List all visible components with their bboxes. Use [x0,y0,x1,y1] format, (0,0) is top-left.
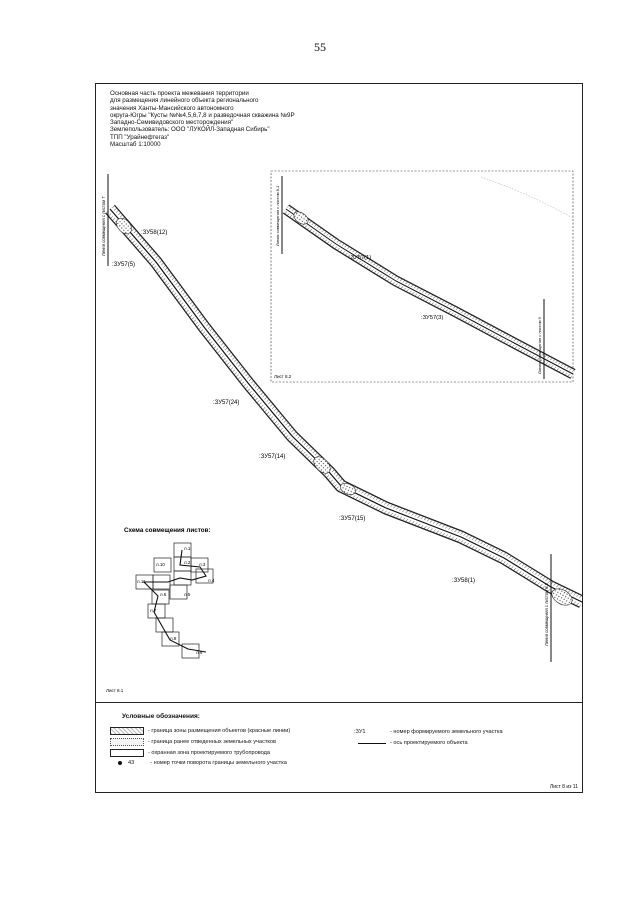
legend-item-previous-parcels [110,738,276,746]
scheme-sheet-label: л.2 [184,560,191,565]
scheme-sheet-label: л.4 [208,578,215,583]
parcel-label: :ЗУ58(1) [452,578,476,584]
scheme-sheet-label: л.1 [184,546,191,551]
parcel-label: :ЗУ57(3) [421,315,444,321]
scheme-sheet-label: л.6 [160,592,167,597]
scheme-sheet-label: л.9 [196,650,203,655]
map-canvas [96,84,582,702]
legend-item-turn-point [110,760,287,766]
parcel-label: :ЗУ57(14) [259,454,286,460]
map-sheet [95,83,583,793]
scheme-title: Схема совмещения листов: [124,527,211,534]
protection-zone-swatch [110,749,144,757]
parcel-label: :ЗУ57(1) [349,255,372,261]
legend-item-axis [354,740,468,746]
main-sheet-label: Лист 8.1 [106,688,124,693]
scheme-sheet-label: л.5 [184,592,191,597]
legend-item-red-lines [110,727,290,735]
scheme-sheet-label: л.7 [150,608,157,613]
inset-map [271,171,573,382]
title-line: ТПП "Урайнефтегаз" [110,133,170,141]
match-line-right-label: Линия совмещения с листом 8.2 [544,582,549,646]
title-line: для размещения линейного объекта регионального [110,97,259,105]
title-line: Западно-Семивидовского месторождения" [110,119,234,127]
title-line: округа-Югры "Кусты №№4,5,6,7,8 и разведочная скважина №9Р [110,111,295,119]
legend-text: - номер формируемого земельного участка [390,729,503,735]
legend-item-parcel-number [354,729,503,735]
turn-point-dot [118,761,122,765]
title-line: Основная часть проекта межевания территории [110,90,249,97]
legend-title: Условные обозначения: [122,713,200,720]
legend-text: - граница зоны размещения объектов (красные линии) [148,728,291,734]
page-number: 55 [314,40,326,54]
inset-sheet-label: Лист 8.2 [274,374,292,379]
scheme-sheet-label: л.3 [199,562,206,567]
axis-swatch [358,743,386,744]
legend-text: - граница ранее отведенных земельных участков [148,739,277,745]
title-line: значения Ханты-Мансийского автономного [110,104,234,112]
previous-parcels-swatch [110,738,144,746]
sheet-reference: Лист 8 из 11 [549,784,578,790]
legend-text: - охранная зона проектируемого трубопровода [148,750,271,756]
title-line: Масштаб 1:10000 [110,141,161,149]
scheme-sheet-label: л.10 [156,562,165,567]
legend-item-protection-zone [110,749,270,757]
match-line-left-label: Линия совмещения с листом 7 [101,196,106,256]
inset-match-left-label: Линия совмещения с листом 8.1 [275,185,280,246]
parcel-label: :ЗУ57(24) [213,400,240,406]
legend [96,702,582,792]
turn-point-number: 43 [128,760,135,766]
title-line: Землепользователь: ООО "ЛУКОЙЛ-Западная Сибирь" [110,126,270,134]
parcel-label: :ЗУ57(5) [112,262,136,268]
inset-match-right-label: Линия совмещения с листом 9 [537,317,542,374]
parcel-symbol: :ЗУ1 [354,729,366,735]
legend-text: - номер точки поворота границы земельного участка [150,760,287,766]
scheme-sheet-label: л.8 [170,636,177,641]
red-lines-swatch [110,727,144,735]
sheet-scheme [124,527,215,658]
scheme-sheet-label: л.11 [137,579,146,584]
parcel-label: :ЗУ58(12) [141,230,168,236]
legend-text: - ось проектируемого объекта [390,740,468,746]
parcel-label: :ЗУ57(15) [339,516,366,522]
